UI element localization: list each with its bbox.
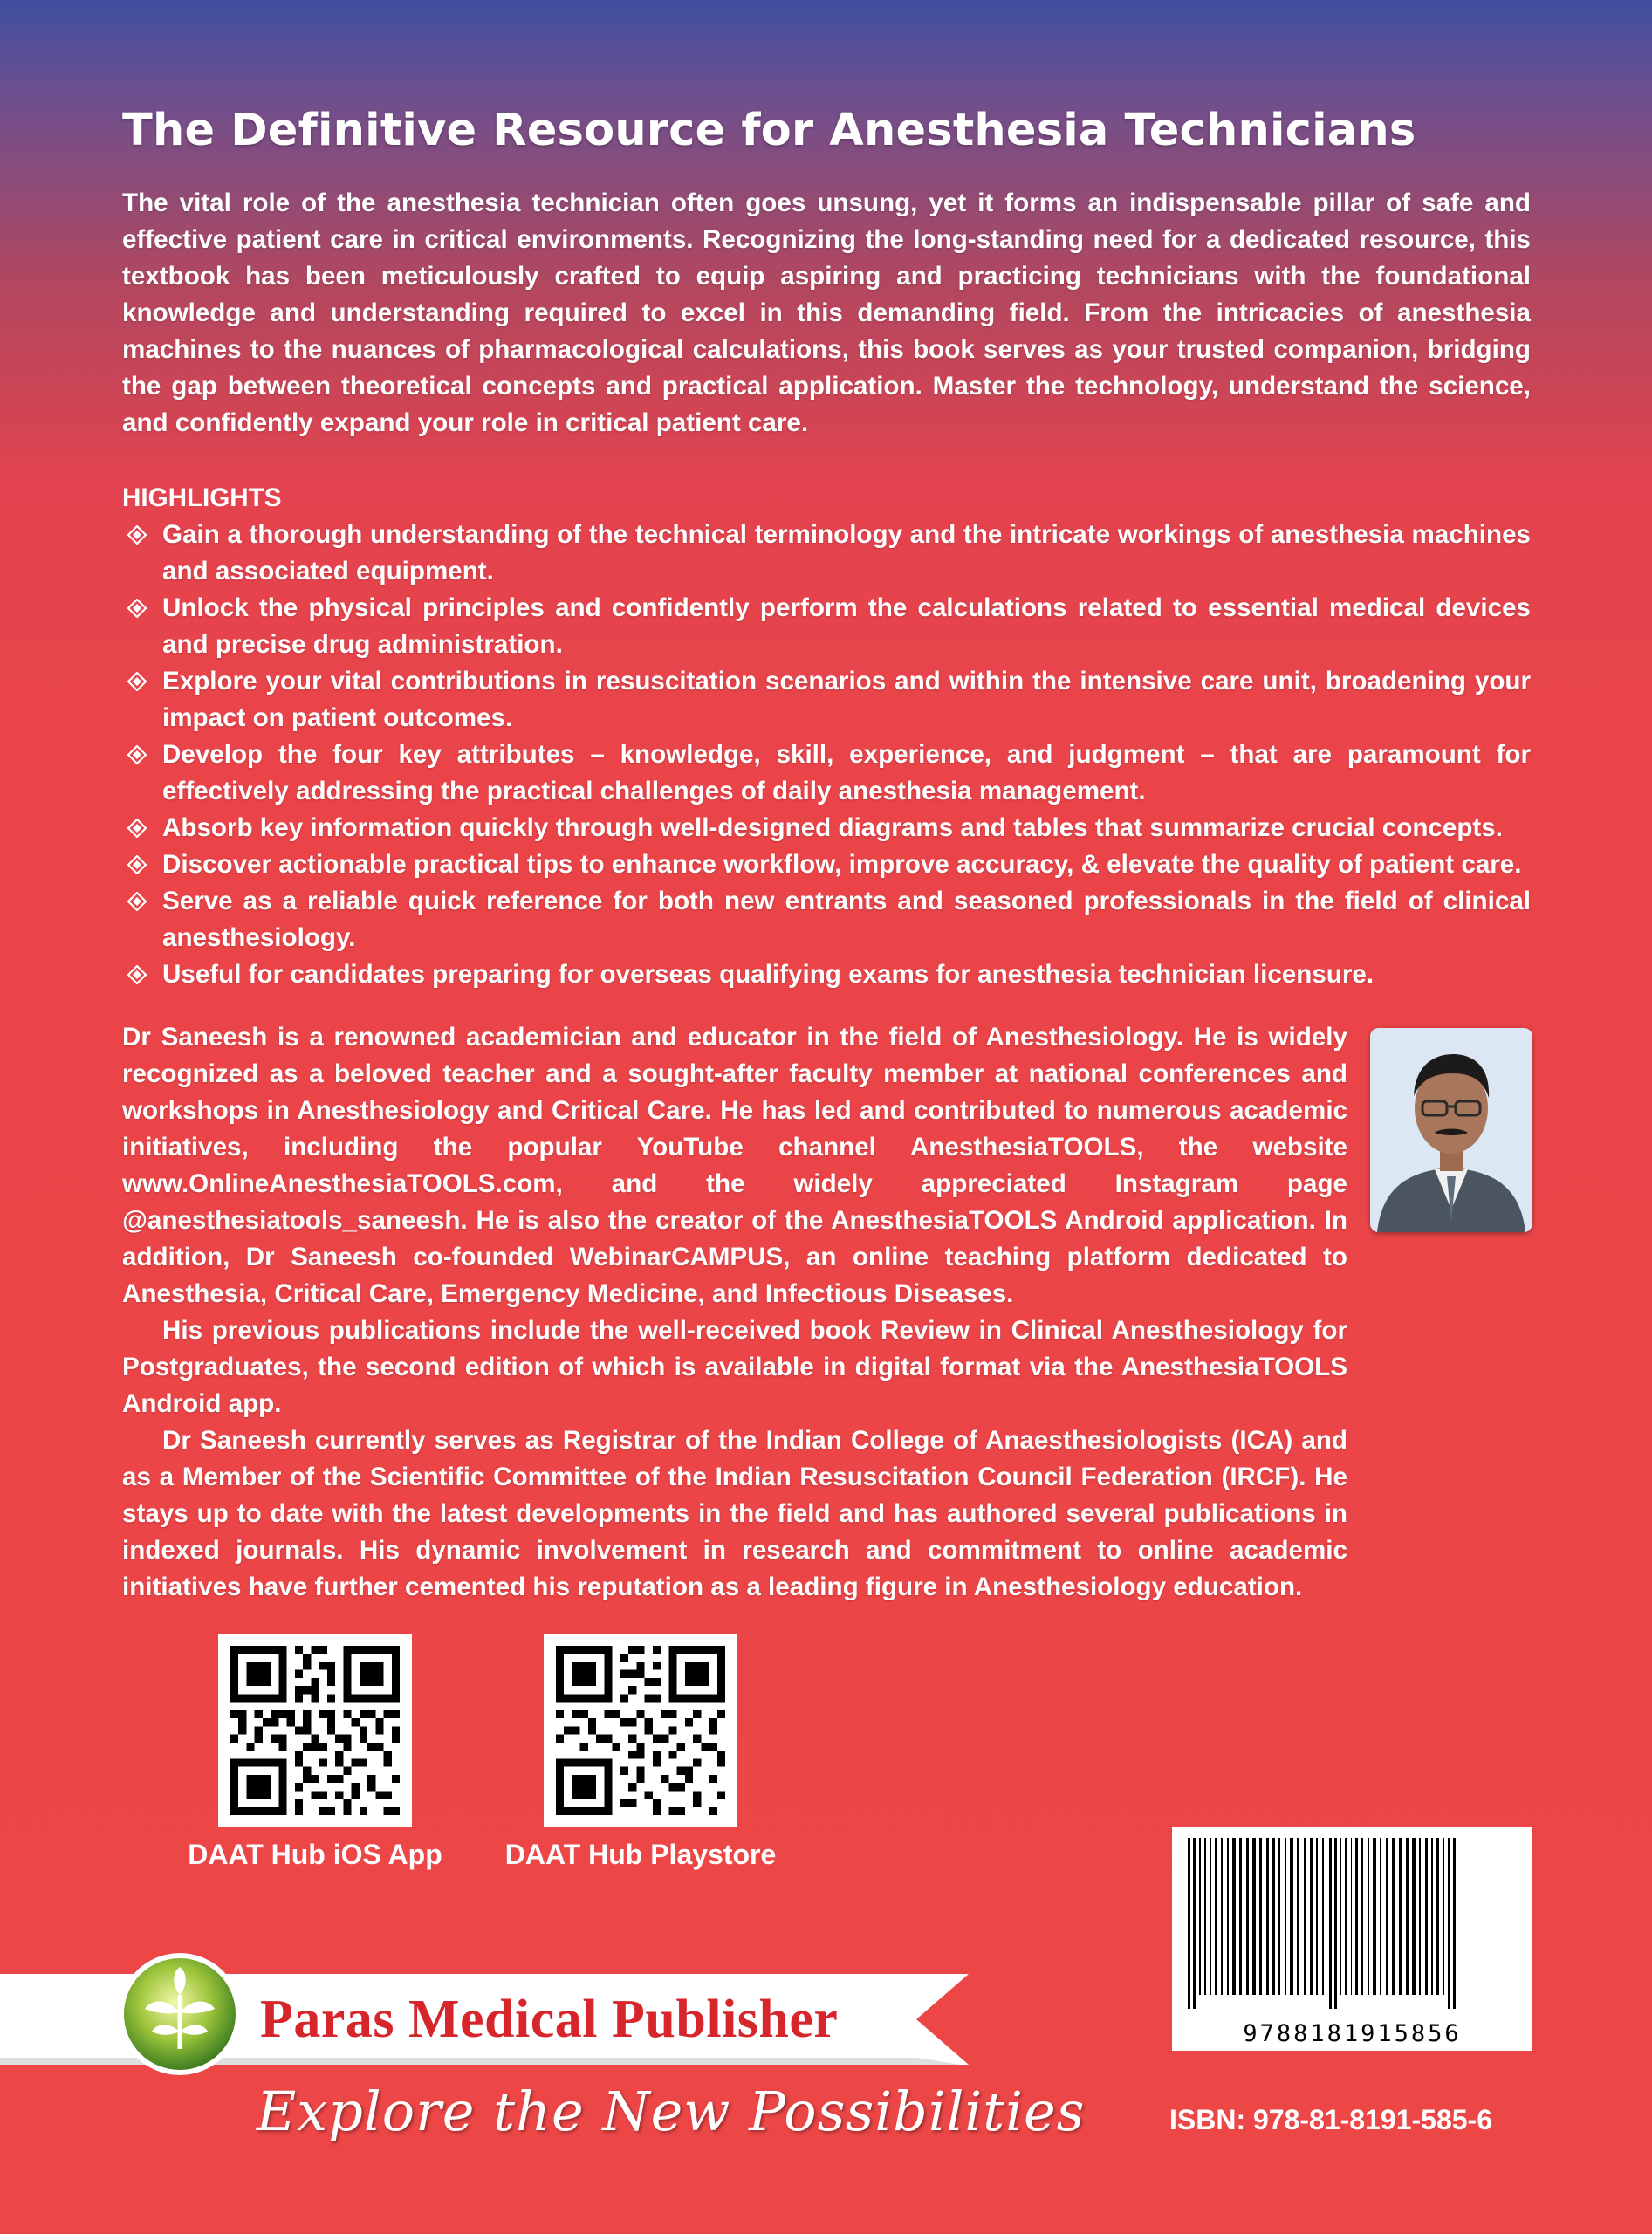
leaf-logo-icon: [117, 1951, 243, 2077]
highlight-item: [122, 590, 1531, 663]
barcode-bar: [1199, 1838, 1201, 1995]
barcode-bar: [1252, 1838, 1256, 1995]
barcode-bar: [1443, 1838, 1444, 1995]
diamond-bullet-icon: [127, 819, 147, 838]
barcode-bar: [1278, 1838, 1280, 1995]
highlight-item: [122, 956, 1531, 993]
barcode-bar: [1215, 1838, 1217, 1995]
barcode-digits: 9788181915856: [1243, 2020, 1462, 2047]
barcode-bar: [1345, 1838, 1347, 1995]
diamond-bullet-icon: [127, 965, 147, 984]
barcode-bar: [1285, 1838, 1286, 1995]
barcode-bar: [1355, 1838, 1358, 1995]
barcode-bar: [1453, 1838, 1456, 2009]
barcode-bar: [1188, 1838, 1190, 2009]
barcode-bar: [1232, 1838, 1236, 1995]
barcode-bar: [1368, 1838, 1369, 1995]
barcode-bar: [1329, 1838, 1332, 2009]
barcode-bar: [1431, 1838, 1433, 1995]
barcode-bar: [1316, 1838, 1318, 1995]
isbn-barcode: [1172, 1827, 1532, 2051]
intro-paragraph: The vital role of the anesthesia technician often goes unsung, yet it forms an indispensable pillar of safe and effective patient care in critical environments. Recognizing the long-standing need for a dedicated resource, this textbook has been meticulously crafted to equip aspiring and practicing technicians with the foundational knowledge and understanding required to excel in this demanding field. From the intricacies of anesthesia machines to the nuances of pharmacological calculations, this book serves as your trusted companion, bridging the gap between theoretical concepts and practical application. Master the technology, understand the science, and confidently expand your role in critical patient care.: [122, 188, 1531, 437]
highlights-list: [122, 517, 1531, 993]
barcode-bar: [1272, 1838, 1275, 1995]
barcode-bar: [1239, 1838, 1242, 1995]
barcode-bar: [1246, 1838, 1249, 1995]
isbn-number: ISBN: 978-81-8191-585-6: [1169, 2104, 1492, 2135]
barcode-bar: [1361, 1838, 1363, 1995]
barcode-bar: [1322, 1838, 1324, 1995]
author-photo: [1370, 1028, 1532, 1232]
barcode-bar: [1448, 1838, 1450, 2009]
qr-code-playstore[interactable]: [544, 1634, 737, 1827]
highlight-text: Discover actionable practical tips to enhance workflow, improve accuracy, & elevate the quality of patient care.: [162, 850, 1522, 879]
barcode-bar: [1334, 1838, 1337, 2009]
author-bio-paragraph: Dr Saneesh is a renowned academician and educator in the field of Anesthesiology. He is widely recognized as a beloved teacher and a sought-after faculty member at national conferences and workshops in Anesthesiology and Critical Care. He has led and contributed to numerous academic initiatives, including the popular YouTube channel AnesthesiaTOOLS, the website www.OnlineAnesthesiaTOOLS.com, and the widely appreciated Instagram page @anesthesiatools_saneesh. He is also the creator of the AnesthesiaTOOLS Android application. In addition, Dr Saneesh co-founded WebinarCAMPUS, an online teaching platform dedicated to Anesthesia, Critical Care, Emergency Medicine, and Infectious Diseases.: [122, 1023, 1347, 1308]
barcode-bar: [1227, 1838, 1229, 1995]
publisher-name: Paras Medical Publisher: [260, 1990, 839, 2049]
diamond-bullet-icon: [127, 599, 147, 618]
barcode-bar: [1266, 1838, 1269, 1995]
highlight-item: [122, 810, 1531, 846]
author-bio-paragraph: His previous publications include the well-received book Review in Clinical Anesthesiology for Postgraduates, the second edition of which is available in digital format via the AnesthesiaTOOLS Android app.: [122, 1316, 1347, 1418]
barcode-bar: [1380, 1838, 1381, 1995]
barcode-bar: [1419, 1838, 1421, 1995]
highlight-text: Gain a thorough understanding of the technical terminology and the intricate workings of anesthesia machines and associated equipment.: [162, 520, 1531, 586]
barcode-bars: [1184, 1838, 1520, 2009]
barcode-bar: [1204, 1838, 1206, 1995]
diamond-bullet-icon: [127, 525, 147, 545]
qr-code-ios[interactable]: [218, 1634, 412, 1827]
highlight-item: [122, 883, 1531, 956]
barcode-bar: [1304, 1838, 1306, 1995]
barcode-bar: [1351, 1838, 1352, 1995]
diamond-bullet-icon: [127, 672, 147, 691]
barcode-bar: [1297, 1838, 1299, 1995]
highlight-text: Unlock the physical principles and confidently perform the calculations related to essential medical devices and precise drug administration.: [162, 593, 1531, 659]
barcode-bar: [1386, 1838, 1388, 1995]
qr-code-icon: [230, 1646, 400, 1815]
barcode-bar: [1406, 1838, 1409, 1995]
barcode-bar: [1425, 1838, 1428, 1995]
barcode-bar: [1310, 1838, 1313, 1995]
highlight-text: Develop the four key attributes – knowledge, skill, experience, and judgment – that are paramount for effectively addressing the practical challenges of daily anesthesia management.: [162, 740, 1531, 805]
barcode-bar: [1392, 1838, 1395, 1995]
qr-label-playstore: DAAT Hub Playstore: [504, 1839, 777, 1870]
barcode-bar: [1340, 1838, 1341, 1995]
highlight-text: Absorb key information quickly through well-designed diagrams and tables that summarize crucial concepts.: [162, 813, 1503, 842]
highlight-item: [122, 517, 1531, 590]
highlights-heading: HIGHLIGHTS: [122, 483, 282, 512]
barcode-bar: [1373, 1838, 1376, 1995]
author-portrait-illustration: [1370, 1028, 1532, 1232]
barcode-bar: [1436, 1838, 1439, 1995]
diamond-bullet-icon: [127, 892, 147, 911]
highlight-text: Useful for candidates preparing for overseas qualifying exams for anesthesia technician licensure.: [162, 960, 1374, 989]
highlight-item: [122, 737, 1531, 810]
barcode-bar: [1210, 1838, 1211, 1995]
qr-label-ios: DAAT Hub iOS App: [188, 1839, 442, 1870]
page-title: The Definitive Resource for Anesthesia Technicians: [122, 105, 1416, 156]
highlight-text: Serve as a reliable quick reference for both new entrants and seasoned professionals in the field of clinical anesthesiology.: [162, 887, 1531, 952]
diamond-bullet-icon: [127, 745, 147, 764]
barcode-bar: [1399, 1838, 1402, 1995]
qr-code-icon: [556, 1646, 725, 1815]
highlight-item: [122, 663, 1531, 737]
barcode-bar: [1193, 1838, 1196, 2009]
highlight-item: [122, 846, 1531, 883]
author-bio: [122, 1019, 1347, 1606]
barcode-bar: [1290, 1838, 1293, 1995]
highlight-text: Explore your vital contributions in resuscitation scenarios and within the intensive care unit, broadening your impact on patient outcomes.: [162, 667, 1531, 732]
barcode-bar: [1412, 1838, 1416, 1995]
diamond-bullet-icon: [127, 855, 147, 874]
barcode-bar: [1221, 1838, 1223, 1995]
publisher-tagline: Explore the New Possibilities: [257, 2080, 1086, 2143]
author-bio-paragraph: Dr Saneesh currently serves as Registrar of the Indian College of Anaesthesiologists (ICA) and as a Member of the Scientific Committee of the Indian Resuscitation Council Federation (IRCF). He stays up to date with the latest developments in the field and has authored several publications in indexed journals. His dynamic involvement in research and commitment to online academic initiatives have further cemented his reputation as a leading figure in Anesthesiology education.: [122, 1426, 1347, 1601]
barcode-bar: [1259, 1838, 1262, 1995]
